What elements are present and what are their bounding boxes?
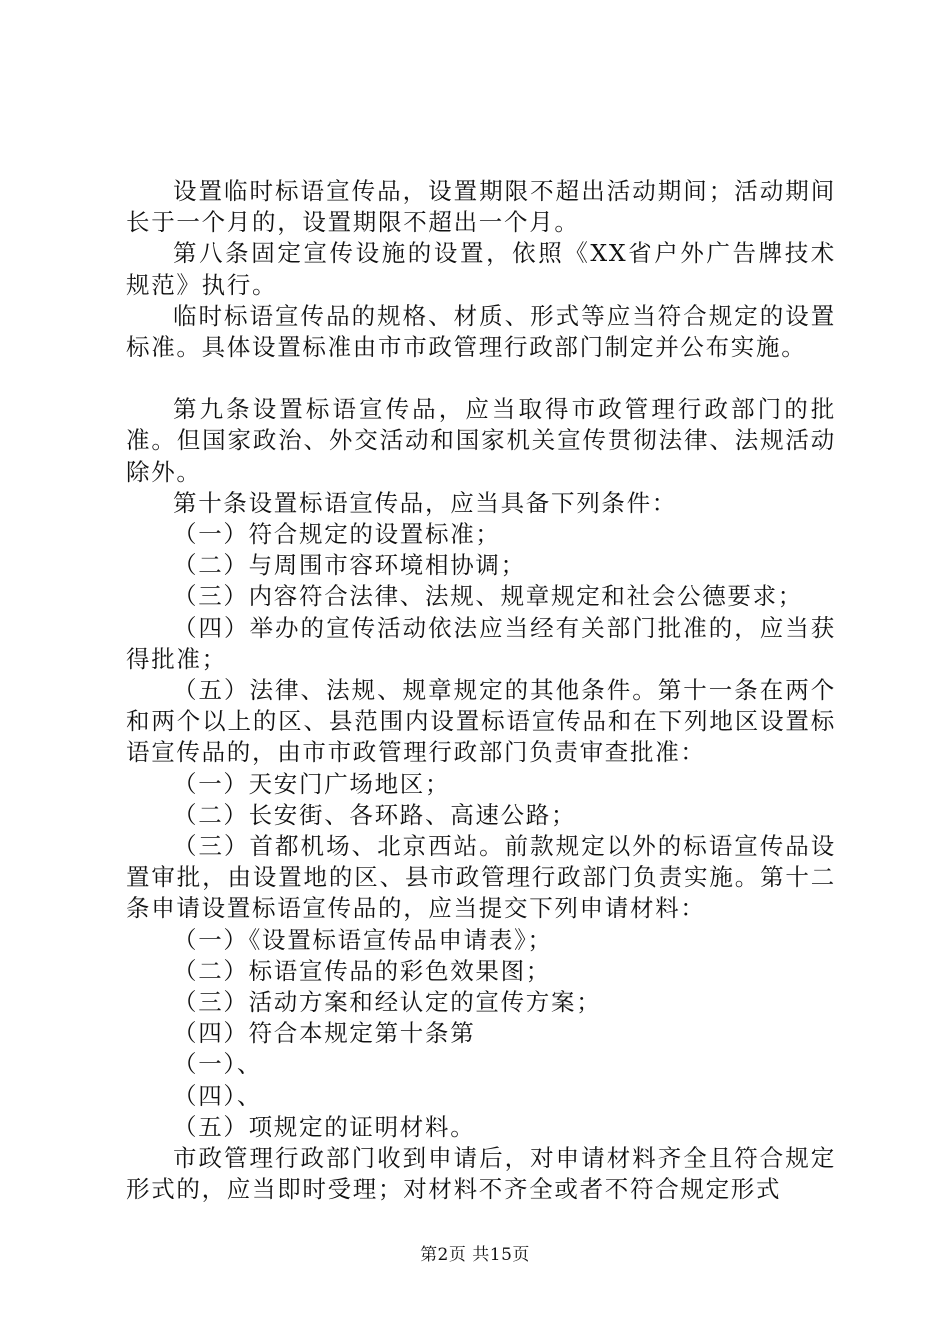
paragraph: 设置临时标语宣传品，设置期限不超出活动期间；活动期间长于一个月的，设置期限不超出一个月。 xyxy=(126,177,836,237)
list-item: （四）符合本规定第十条第 xyxy=(173,1019,476,1048)
list-item: （五）项规定的证明材料。 xyxy=(173,1112,476,1141)
list-item: （三）内容符合法律、法规、规章规定和社会公德要求； xyxy=(173,582,803,611)
list-item: （二）与周围市容环境相协调； xyxy=(173,551,526,580)
list-item: （一）符合规定的设置标准； xyxy=(173,520,501,549)
list-item: （一）、 xyxy=(173,1050,263,1079)
list-item: （四）、 xyxy=(173,1081,263,1110)
paragraph: 市政管理行政部门收到申请后，对申请材料齐全且符合规定形式的，应当即时受理；对材料不齐全或者不符合规定形式 xyxy=(126,1144,836,1204)
page-number-footer: 第2页 共15页 xyxy=(420,1245,530,1265)
list-item: （四）举办的宣传活动依法应当经有关部门批准的，应当获得批准； xyxy=(126,613,836,673)
list-item: （一）《设置标语宣传品申请表》； xyxy=(173,925,553,954)
list-item: （二）标语宣传品的彩色效果图； xyxy=(173,956,551,985)
list-item: （五）法律、法规、规章规定的其他条件。第十一条在两个和两个以上的区、县范围内设置标语宣传品和在下列地区设置标语宣传品的，由市市政管理行政部门负责审查批准： xyxy=(126,676,836,767)
list-item: （三）首都机场、北京西站。前款规定以外的标语宣传品设置审批，由设置地的区、县市政管理行政部门负责实施。第十二条申请设置标语宣传品的，应当提交下列申请材料： xyxy=(126,832,836,923)
paragraph: 第九条设置标语宣传品，应当取得市政管理行政部门的批准。但国家政治、外交活动和国家机关宣传贯彻法律、法规活动除外。 xyxy=(126,395,836,486)
list-item: （二）长安街、各环路、高速公路； xyxy=(173,800,577,829)
paragraph: 第十条设置标语宣传品，应当具备下列条件： xyxy=(173,488,677,517)
paragraph: 临时标语宣传品的规格、材质、形式等应当符合规定的设置标准。具体设置标准由市市政管理行政部门制定并公布实施。 xyxy=(126,301,836,362)
list-item: （一）天安门广场地区； xyxy=(173,769,451,798)
document-body xyxy=(126,176,836,1206)
list-item: （三）活动方案和经认定的宣传方案； xyxy=(173,988,602,1017)
paragraph: 第八条固定宣传设施的设置，依照《XX省户外广告牌技术规范》执行。 xyxy=(126,239,836,299)
